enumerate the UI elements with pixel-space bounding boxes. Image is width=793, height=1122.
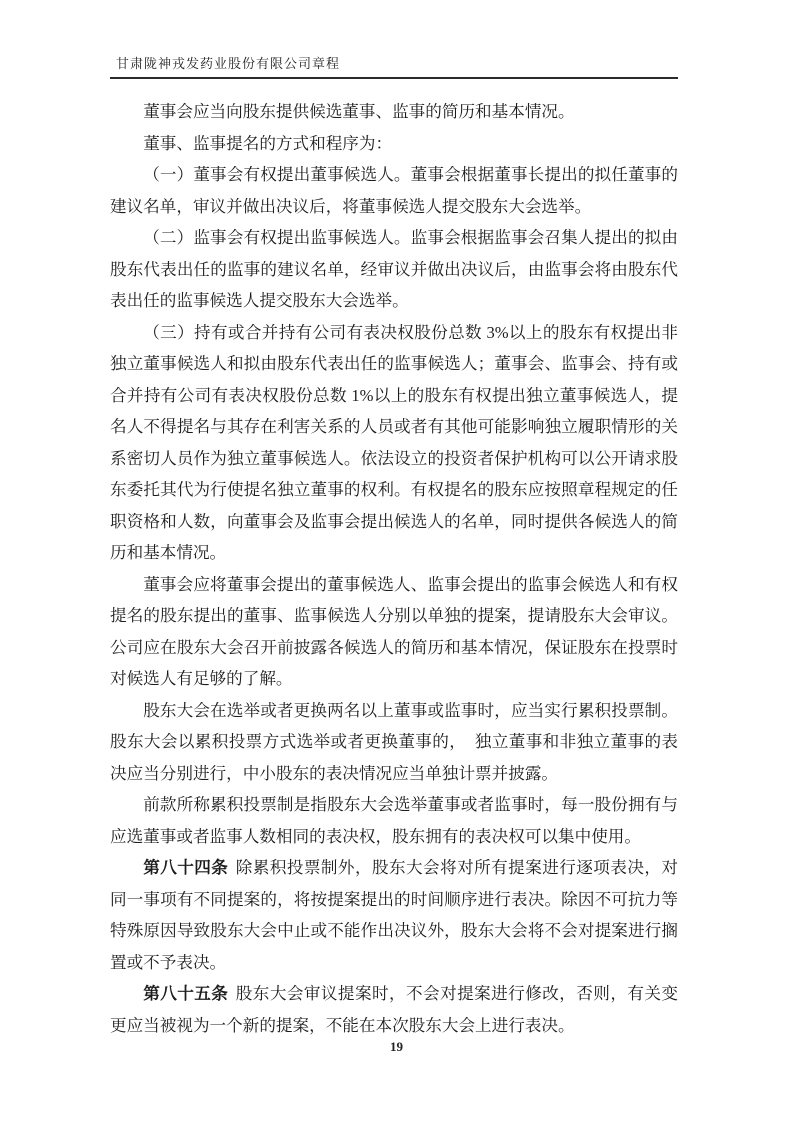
paragraph-5: （三）持有或合并持有公司有表决权股份总数 3%以上的股东有权提出非独立董事候选人和拟由股东代表出任的监事候选人；董事会、监事会、持有或合并持有公司有表决权股份总数 1%以上的股东有权提出独立董事候选人，提名人不得提名与其存在利害关系的人员或者有其他可能影响独立履职情形的关系密切人员作为独立董事候选人。依法设立的投资者保护机构可以公开请求股东委托其代为行使提名独立董事的权利。有权提名的股东应按照章程规定的任职资格和人数，向董事会及监事会提出候选人的名单，同时提供各候选人的简历和基本情况。 — [110, 322, 678, 562]
article-85-text: 股东大会审议提案时，不会对提案进行修改，否则，有关变更应当被视为一个新的提案，不能在本次股东大会上进行表决。 — [110, 984, 678, 1035]
page-number: 19 — [390, 1039, 403, 1054]
paragraph-1: 董事会应当向股东提供候选董事、监事的简历和基本情况。 — [143, 102, 575, 121]
header-title: 甘肃陇神戎发药业股份有限公司章程 — [116, 56, 341, 71]
paragraph-6: 董事会应将董事会提出的董事候选人、监事会提出的监事会候选人和有权提名的股东提出的董事、监事候选人分别以单独的提案，提请股东大会审议。公司应在股东大会召开前披露各候选人的简历和基本情况，保证股东在投票时对候选人有足够的了解。 — [110, 574, 678, 688]
page-footer — [0, 1038, 793, 1056]
article-84-number: 第八十四条 — [143, 858, 229, 877]
page-header — [110, 53, 678, 79]
paragraph-article-85 — [110, 978, 678, 1041]
paragraph-4: （二）监事会有权提出监事候选人。监事会根据监事会召集人提出的拟由股东代表出任的监事的建议名单，经审议并做出决议后，由监事会将由股东代表出任的监事候选人提交股东大会选举。 — [110, 228, 678, 310]
document-body — [110, 96, 678, 1041]
paragraph-8: 前款所称累积投票制是指股东大会选举董事或者监事时，每一股份拥有与应选董事或者监事人数相同的表决权，股东拥有的表决权可以集中使用。 — [110, 795, 678, 846]
paragraph-7: 股东大会在选举或者更换两名以上董事或监事时，应当实行累积投票制。股东大会以累积投票方式选举或者更换董事的， 独立董事和非独立董事的表决应当分别进行，中小股东的表决情况应当单独计票并披露。 — [110, 700, 678, 783]
paragraph-article-84 — [110, 852, 678, 978]
paragraph-3: （一）董事会有权提出董事候选人。董事会根据董事长提出的拟任董事的建议名单，审议并做出决议后，将董事候选人提交股东大会选举。 — [110, 165, 678, 216]
paragraph-2: 董事、监事提名的方式和程序为： — [143, 133, 393, 153]
article-84-text: 除累积投票制外，股东大会将对所有提案进行逐项表决，对同一事项有不同提案的，将按提案提出的时间顺序进行表决。除因不可抗力等特殊原因导致股东大会中止或不能作出决议外，股东大会将不会对提案进行搁置或不予表决。 — [110, 858, 678, 972]
article-85-number: 第八十五条 — [143, 984, 229, 1003]
